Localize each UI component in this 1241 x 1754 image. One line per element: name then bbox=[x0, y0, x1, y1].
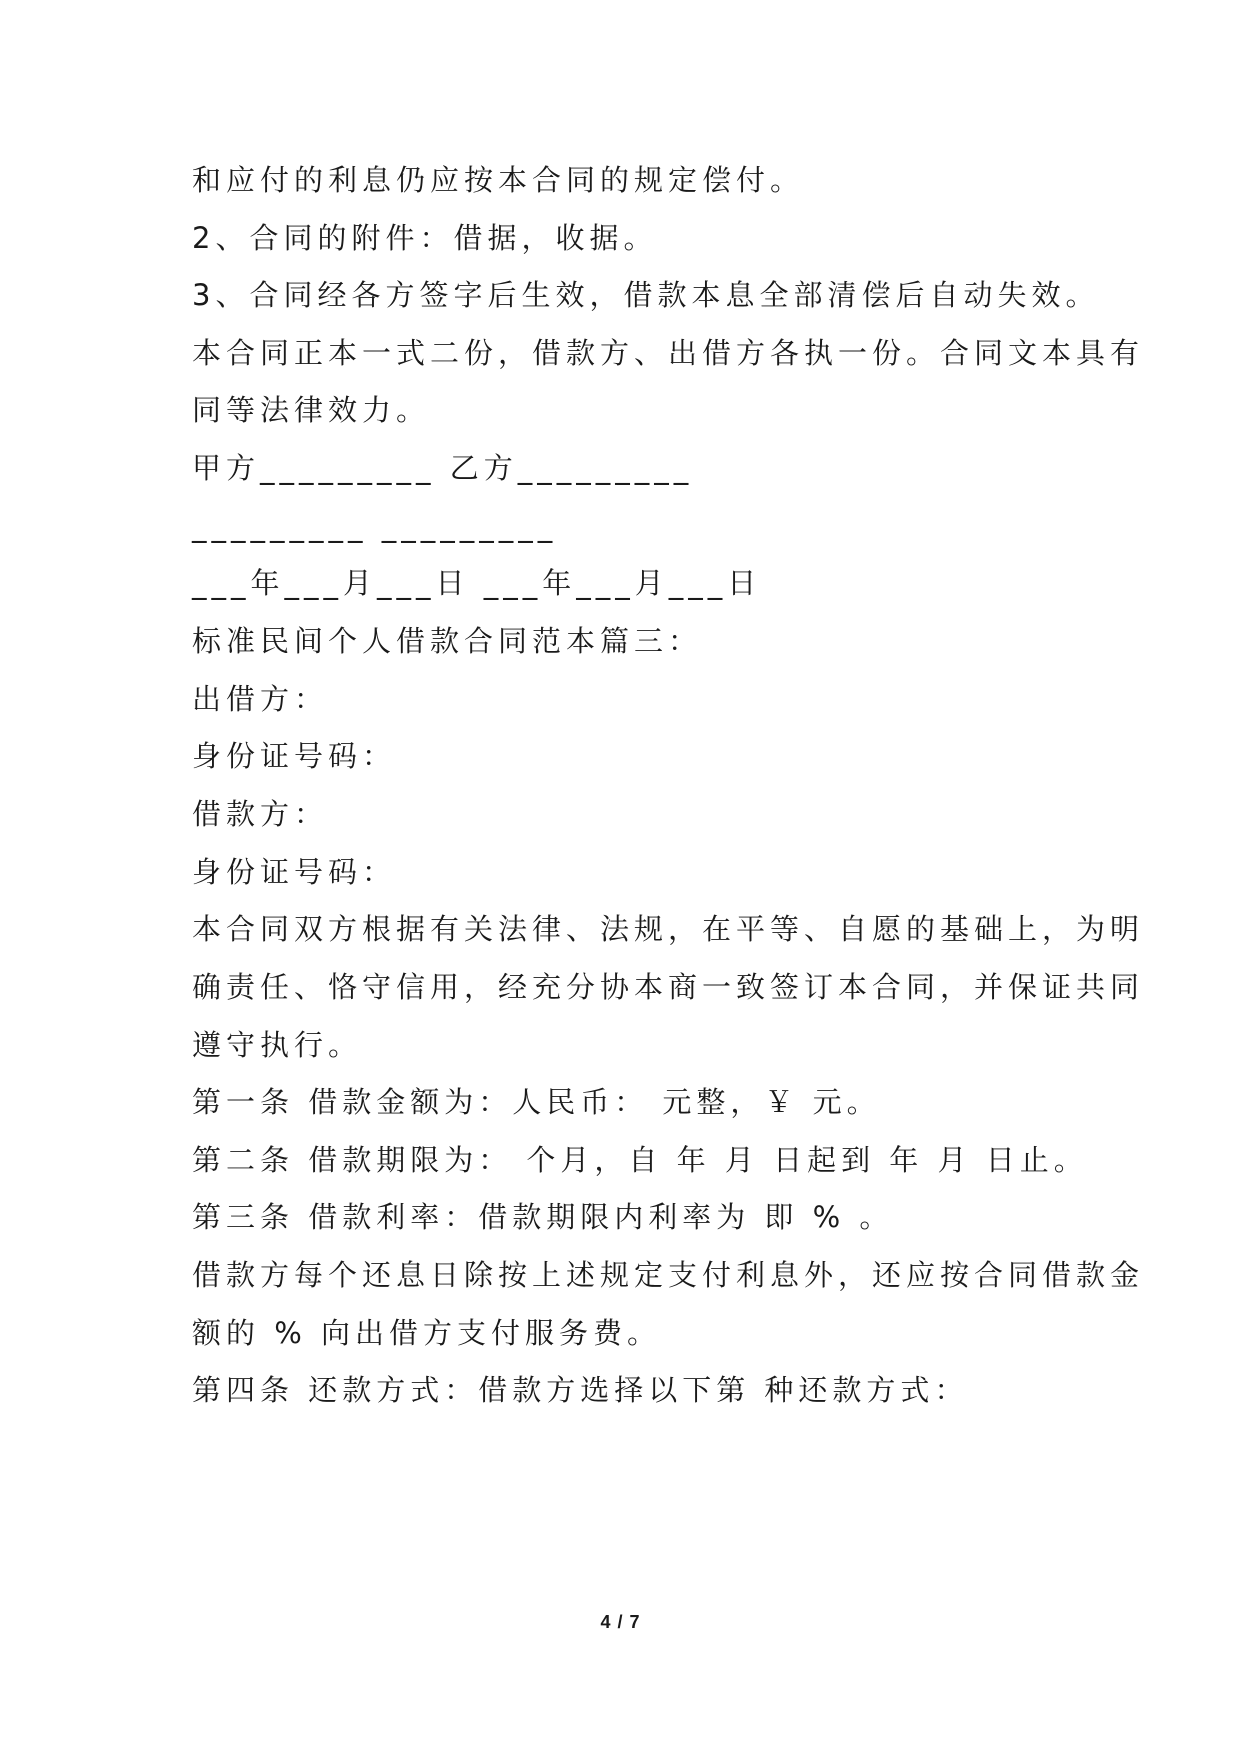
text-line: 身份证号码： bbox=[192, 739, 397, 773]
text-line: 额的 % 向出借方支付服务费。 bbox=[192, 1316, 661, 1350]
clause-line: 第二条 借款期限为： 个月，自 年 月 日起到 年 月 日止。 bbox=[192, 1143, 1088, 1177]
text-line: 同等法律效力。 bbox=[192, 393, 431, 427]
clause-line: 第四条 还款方式：借款方选择以下第 种还款方式： bbox=[192, 1373, 969, 1407]
text-line: 出借方： bbox=[192, 682, 329, 716]
text-line: 本合同正本一式二份，借款方、出借方各执一份。合同文本具有 bbox=[192, 336, 1145, 370]
text-line: 遵守执行。 bbox=[192, 1028, 363, 1062]
clause-line: 第三条 借款利率：借款期限内利率为 即 % 。 bbox=[192, 1200, 894, 1234]
text-line: 确责任、恪守信用，经充分协本商一致签订本合同，并保证共同 bbox=[192, 970, 1145, 1004]
text-line: 借款方每个还息日除按上述规定支付利息外，还应按合同借款金 bbox=[192, 1258, 1145, 1292]
text-line: 2、合同的附件：借据，收据。 bbox=[192, 221, 658, 255]
date-line: ___年___月___日 ___年___月___日 bbox=[192, 566, 762, 600]
section-title: 标准民间个人借款合同范本篇三： bbox=[192, 624, 703, 658]
signature-line: 甲方_________ 乙方_________ bbox=[192, 451, 694, 485]
clause-line: 第一条 借款金额为：人民币： 元整，￥ 元。 bbox=[192, 1085, 881, 1119]
text-line: 和应付的利息仍应按本合同的规定偿付。 bbox=[192, 163, 805, 197]
text-line: 本合同双方根据有关法律、法规，在平等、自愿的基础上，为明 bbox=[192, 912, 1145, 946]
text-line: 身份证号码： bbox=[192, 855, 397, 889]
text-line: 3、合同经各方签字后生效，借款本息全部清偿后自动失效。 bbox=[192, 278, 1100, 312]
signature-blank-line: _________ _________ bbox=[192, 509, 558, 543]
text-line: 借款方： bbox=[192, 797, 329, 831]
page-number: 4 / 7 bbox=[600, 1612, 641, 1632]
